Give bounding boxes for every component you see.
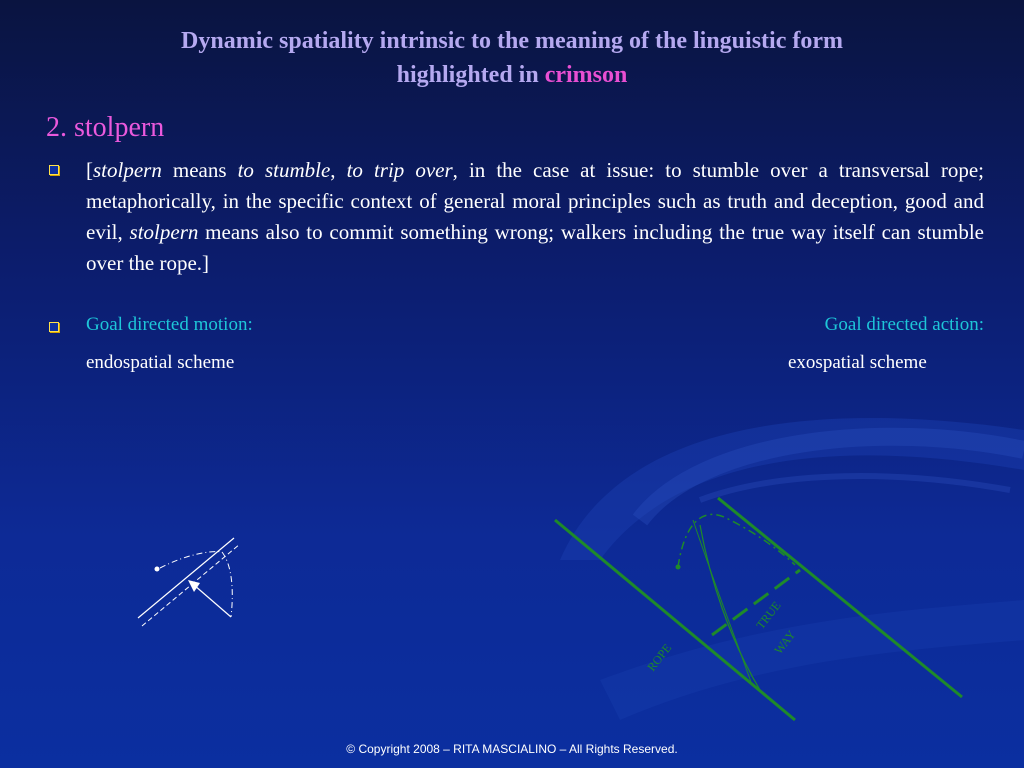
- true-label: TRUE: [753, 598, 784, 632]
- rope-label: ROPE: [644, 641, 675, 674]
- way-label: WAY: [771, 627, 799, 657]
- term-to-stumble: to stumble: [237, 158, 331, 182]
- rope-line-right: [718, 498, 962, 697]
- title-crimson-word: crimson: [544, 62, 628, 88]
- paragraph-text: , in the case at issue: to stumble over a transversal rope; metaphorically, in the specific context of general moral principles such as truth and deception, good and evil,: [86, 158, 985, 244]
- curve-upper: [678, 514, 795, 567]
- copyright-footer: © Copyright 2008 – RITA MASCIALINO – All Rights Reserved.: [346, 742, 678, 756]
- start-point: [676, 565, 681, 570]
- title-line-1: Dynamic spatiality intrinsic to the meaning of the linguistic form: [181, 28, 843, 54]
- title-line-2-prefix: highlighted in: [396, 62, 545, 88]
- paragraph-text: means also to commit something wrong; walkers including the true way itself can stumble over the rope.]: [86, 220, 984, 275]
- goal-directed-action-label: Goal directed action:: [824, 314, 984, 335]
- term-stolpern-2: stolpern: [129, 220, 199, 244]
- exospatial-scheme-label: exospatial scheme: [788, 352, 927, 373]
- paragraph-text: means: [161, 158, 238, 182]
- term-stolpern: stolpern: [93, 158, 162, 182]
- term-to-trip-over: to trip over: [346, 158, 453, 182]
- paragraph-bracket: [: [86, 158, 93, 182]
- endospatial-scheme-label: endospatial scheme: [86, 352, 235, 373]
- paragraph-text: ,: [330, 158, 347, 182]
- goal-directed-motion-label: Goal directed motion:: [86, 314, 253, 335]
- section-heading: 2. stolpern: [46, 112, 165, 143]
